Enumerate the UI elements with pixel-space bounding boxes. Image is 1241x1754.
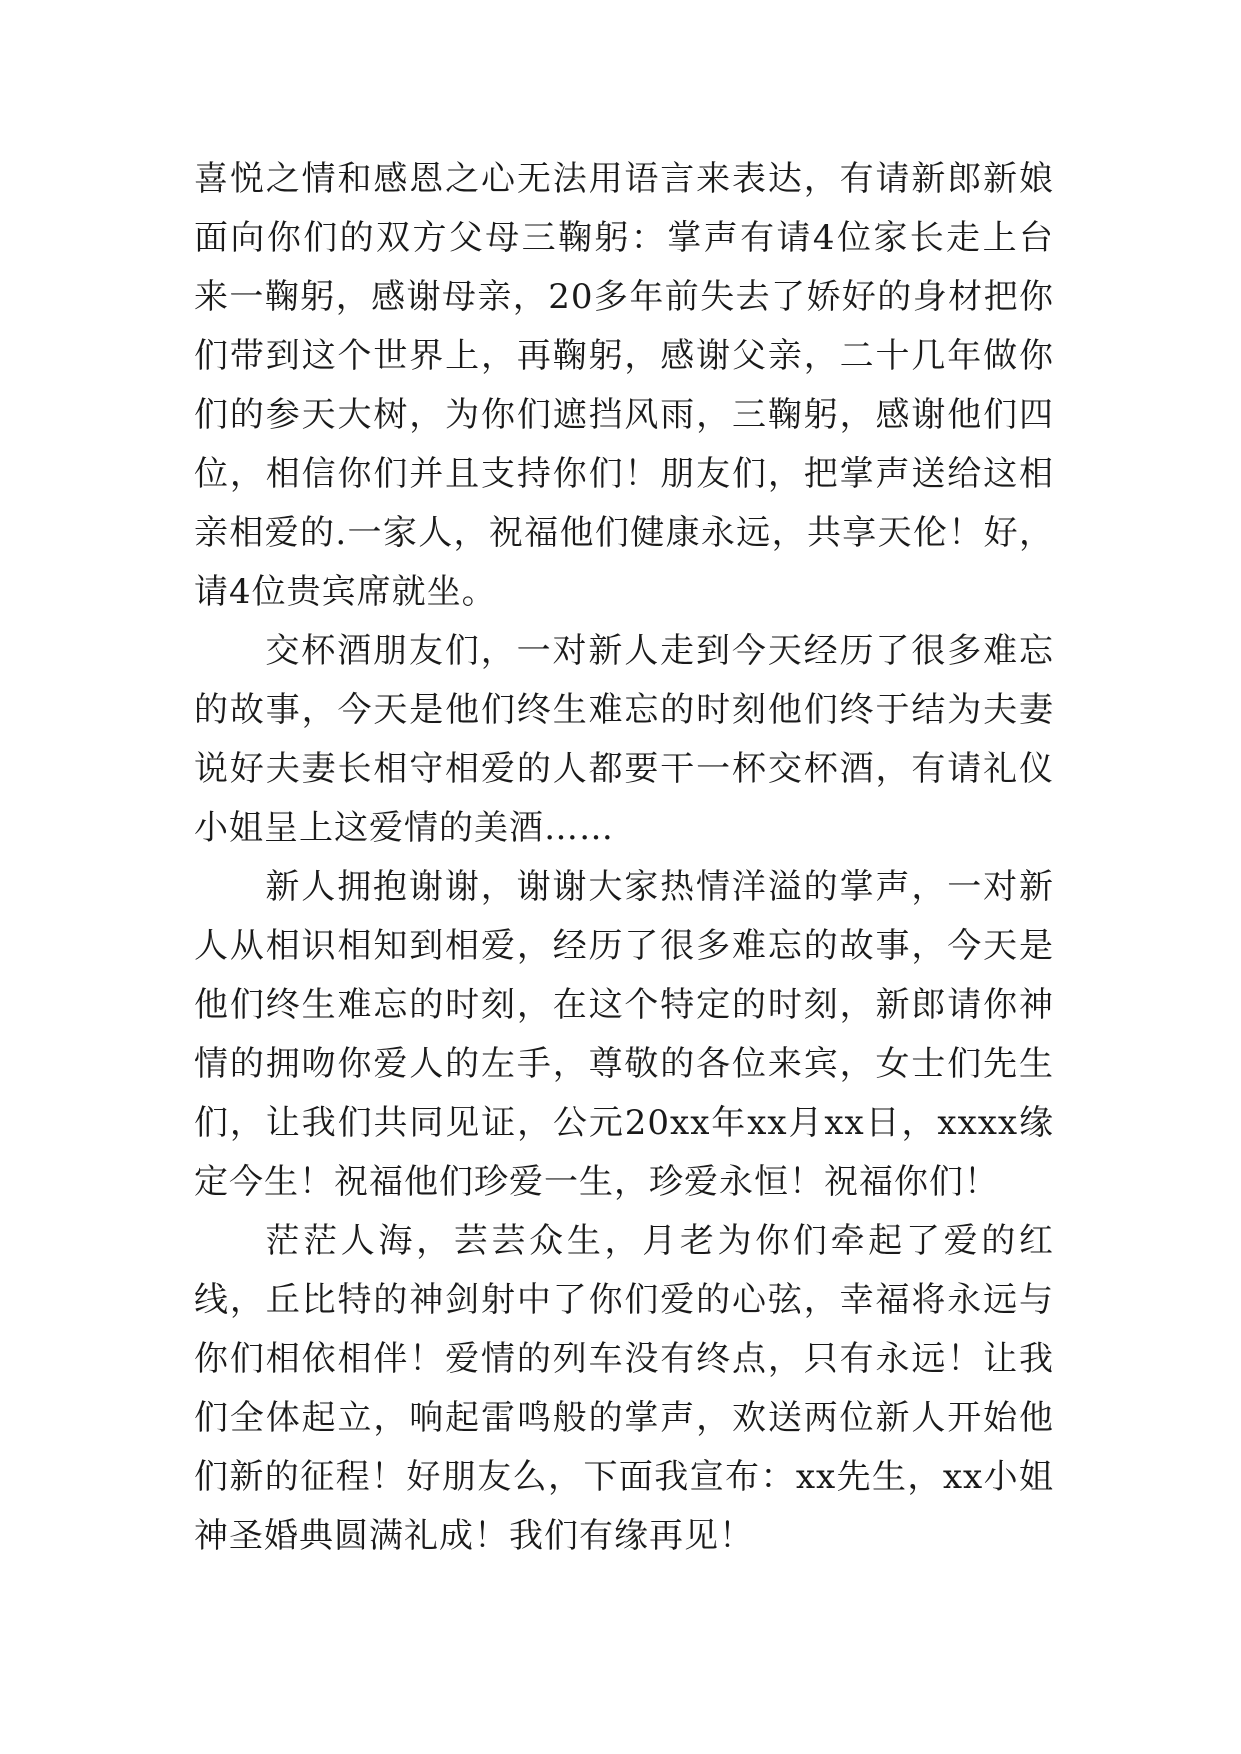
paragraph-4: 茫茫人海，芸芸众生，月老为你们牵起了爱的红线，丘比特的神剑射中了你们爱的心弦，幸福将永远与你们相依相伴！爱情的列车没有终点，只有永远！让我们全体起立，响起雷鸣般的掌声，欢送两位新人开始他们新的征程！好朋友么，下面我宣布：xx先生，xx小姐神圣婚典圆满礼成！我们有缘再见！ bbox=[194, 1221, 1054, 1556]
paragraph-3: 新人拥抱谢谢，谢谢大家热情洋溢的掌声，一对新人从相识相知到相爱，经历了很多难忘的故事，今天是他们终生难忘的时刻，在这个特定的时刻，新郎请你神情的拥吻你爱人的左手，尊敬的各位来宾，女士们先生们，让我们共同见证，公元20xx年xx月xx日，xxxx缘定今生！祝福他们珍爱一生，珍爱永恒！祝福你们！ bbox=[194, 867, 1054, 1202]
document-body bbox=[194, 150, 1054, 1566]
paragraph-2: 交杯酒朋友们，一对新人走到今天经历了很多难忘的故事，今天是他们终生难忘的时刻他们终于结为夫妻说好夫妻长相守相爱的人都要干一杯交杯酒，有请礼仪小姐呈上这爱情的美酒…… bbox=[194, 631, 1054, 848]
paragraph-1: 喜悦之情和感恩之心无法用语言来表达，有请新郎新娘面向你们的双方父母三鞠躬：掌声有请4位家长走上台来一鞠躬，感谢母亲，20多年前失去了娇好的身材把你们带到这个世界上，再鞠躬，感谢父亲，二十几年做你们的参天大树，为你们遮挡风雨，三鞠躬，感谢他们四位，相信你们并且支持你们！朋友们，把掌声送给这相亲相爱的.一家人，祝福他们健康永远，共享天伦！好，请4位贵宾席就坐。 bbox=[194, 159, 1054, 612]
